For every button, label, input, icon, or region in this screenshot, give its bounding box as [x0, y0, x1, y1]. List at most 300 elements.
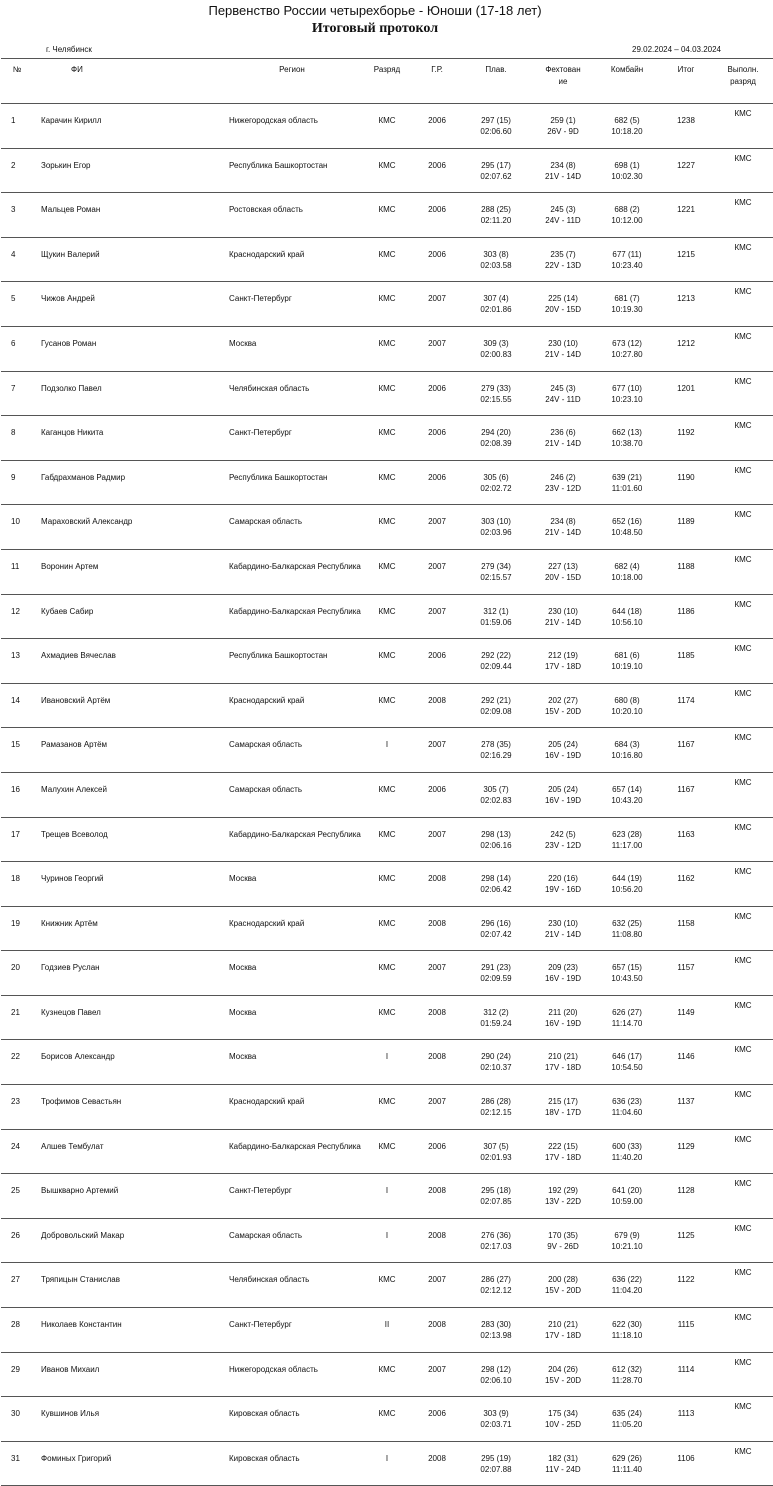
cell-total: 1137 [659, 1085, 713, 1130]
cell-fencing-result: 15V - 20D [544, 1375, 582, 1385]
table-row [1, 282, 773, 327]
cell-fencing [531, 772, 595, 817]
cell-region [223, 1174, 361, 1219]
cell-fencing [531, 1218, 595, 1263]
cell-fencing-result: 21V - 14D [544, 171, 582, 181]
cell-swim-time: 02:17.03 [480, 1241, 512, 1251]
cell-fencing [531, 1397, 595, 1442]
cell-fencing-points: 259 (1) [550, 116, 576, 125]
cell-fencing [531, 1308, 595, 1353]
cell-combined-time: 10:43.50 [611, 974, 643, 984]
cell-total: 1115 [659, 1308, 713, 1353]
cell-fencing [531, 505, 595, 550]
col-header-fencing-line2: ие [558, 77, 568, 86]
cell-name: Мараховский Александр [33, 505, 223, 550]
cell-combined-time: 11:04.20 [611, 1286, 643, 1296]
cell-region [223, 326, 361, 371]
cell-fencing [531, 906, 595, 951]
table-row [1, 460, 773, 505]
cell-achieved-rank: КМС [713, 416, 773, 461]
cell-year: 2006 [413, 639, 461, 684]
cell-combined-time: 10:23.10 [611, 394, 643, 404]
cell-swim-points: 295 (18) [481, 1186, 511, 1196]
cell-region [223, 817, 361, 862]
cell-combined [595, 951, 659, 996]
cell-rank: I [361, 1441, 413, 1486]
cell-year: 2007 [413, 326, 461, 371]
cell-swim-points: 286 (28) [481, 1097, 511, 1107]
cell-region-text: Кабардино-Балкарская Республика [229, 829, 361, 839]
cell-achieved-rank: КМС [713, 951, 773, 996]
cell-name: Воронин Артем [33, 549, 223, 594]
cell-total: 1174 [659, 683, 713, 728]
cell-total: 1125 [659, 1218, 713, 1263]
cell-swim [461, 1352, 531, 1397]
cell-combined-time: 10:02.30 [611, 171, 643, 181]
cell-swim [461, 1174, 531, 1219]
cell-fencing-result: 22V - 13D [544, 260, 582, 270]
cell-combined-time: 10:23.40 [611, 260, 643, 270]
cell-achieved-rank: КМС [713, 1174, 773, 1219]
cell-fencing-points: 242 (5) [550, 829, 576, 839]
cell-rank: КМС [361, 282, 413, 327]
cell-num: 6 [1, 326, 33, 371]
table-row [1, 1308, 773, 1353]
cell-fencing-result: 19V - 16D [544, 885, 582, 895]
cell-swim [461, 1263, 531, 1308]
cell-num: 26 [1, 1218, 33, 1263]
cell-fencing-result: 16V - 19D [544, 795, 582, 805]
cell-combined-points: 677 (11) [612, 249, 642, 259]
cell-rank: КМС [361, 505, 413, 550]
cell-fencing [531, 995, 595, 1040]
cell-combined-points: 688 (2) [614, 205, 640, 215]
cell-fencing [531, 1040, 595, 1085]
cell-year: 2006 [413, 104, 461, 149]
col-header-total: Итог [659, 59, 713, 104]
cell-region-text: Москва [229, 1052, 257, 1062]
cell-combined [595, 1129, 659, 1174]
cell-swim-points: 305 (7) [483, 784, 509, 794]
cell-combined [595, 639, 659, 684]
cell-num: 19 [1, 906, 33, 951]
cell-achieved-rank: КМС [713, 639, 773, 684]
cell-fencing [531, 639, 595, 684]
cell-num: 22 [1, 1040, 33, 1085]
cell-fencing [531, 683, 595, 728]
cell-name: Трофимов Севастьян [33, 1085, 223, 1130]
cell-fencing-points: 210 (21) [548, 1320, 578, 1330]
cell-achieved-rank: КМС [713, 371, 773, 416]
cell-combined [595, 326, 659, 371]
cell-swim [461, 1129, 531, 1174]
cell-swim-time: 02:02.83 [480, 795, 512, 805]
cell-fencing [531, 862, 595, 907]
cell-region [223, 1308, 361, 1353]
cell-year: 2006 [413, 460, 461, 505]
cell-year: 2006 [413, 148, 461, 193]
cell-combined-time: 10:43.20 [611, 795, 643, 805]
cell-region [223, 193, 361, 238]
cell-name: Чуринов Георгий [33, 862, 223, 907]
cell-combined [595, 416, 659, 461]
cell-combined-time: 10:18.00 [611, 572, 643, 582]
cell-swim-time: 02:12.12 [480, 1286, 512, 1296]
cell-num: 21 [1, 995, 33, 1040]
cell-swim-time: 02:16.29 [480, 751, 512, 761]
cell-combined-time: 10:12.00 [611, 216, 643, 226]
cell-total: 1162 [659, 862, 713, 907]
cell-swim-time: 02:02.72 [480, 483, 512, 493]
cell-swim-points: 279 (34) [481, 561, 511, 571]
cell-swim-time: 01:59.06 [480, 617, 512, 627]
cell-fencing-points: 202 (27) [548, 695, 578, 705]
cell-year: 2007 [413, 1263, 461, 1308]
cell-swim [461, 862, 531, 907]
cell-swim [461, 1397, 531, 1442]
cell-swim-points: 309 (3) [483, 338, 509, 348]
cell-region [223, 995, 361, 1040]
cell-swim-time: 02:08.39 [480, 439, 512, 449]
cell-swim-time: 02:15.57 [480, 572, 512, 582]
cell-fencing [531, 728, 595, 773]
cell-num: 5 [1, 282, 33, 327]
cell-achieved-rank: КМС [713, 728, 773, 773]
table-row [1, 772, 773, 817]
cell-swim-time: 02:09.08 [480, 706, 512, 716]
cell-fencing-result: 21V - 14D [544, 929, 582, 939]
cell-region-text: Краснодарский край [229, 918, 305, 928]
cell-swim-time: 02:13.98 [480, 1331, 512, 1341]
cell-fencing [531, 951, 595, 996]
cell-combined-points: 677 (10) [612, 383, 642, 393]
cell-region-text: Кировская область [229, 1409, 300, 1419]
cell-swim-points: 286 (27) [481, 1275, 511, 1285]
cell-num: 23 [1, 1085, 33, 1130]
cell-fencing-points: 245 (3) [550, 205, 576, 215]
cell-achieved-rank: КМС [713, 549, 773, 594]
cell-combined-time: 10:56.20 [611, 885, 643, 895]
col-header-year: Г.Р. [413, 59, 461, 104]
cell-total: 1190 [659, 460, 713, 505]
cell-combined [595, 594, 659, 639]
cell-swim [461, 371, 531, 416]
cell-region-text: Ростовская область [229, 205, 303, 215]
cell-combined-time: 10:16.80 [611, 751, 643, 761]
cell-fencing-result: 17V - 18D [544, 1331, 582, 1341]
cell-region-text: Санкт-Петербург [229, 1186, 292, 1196]
cell-region [223, 594, 361, 639]
cell-combined [595, 549, 659, 594]
cell-year: 2007 [413, 282, 461, 327]
table-row [1, 1397, 773, 1442]
cell-swim-time: 02:12.15 [480, 1108, 512, 1118]
cell-name: Иванов Михаил [33, 1352, 223, 1397]
cell-fencing-points: 175 (34) [548, 1409, 578, 1419]
cell-swim-points: 296 (16) [481, 918, 511, 928]
cell-region [223, 1441, 361, 1486]
cell-achieved-rank: КМС [713, 104, 773, 149]
cell-combined-points: 644 (19) [612, 874, 642, 884]
cell-year: 2007 [413, 951, 461, 996]
cell-region-text: Республика Башкортостан [229, 160, 328, 170]
cell-combined [595, 1263, 659, 1308]
cell-year: 2007 [413, 505, 461, 550]
cell-swim-points: 298 (13) [481, 829, 511, 839]
cell-combined-time: 11:08.80 [611, 929, 643, 939]
cell-total: 1146 [659, 1040, 713, 1085]
cell-swim-points: 298 (14) [481, 874, 511, 884]
cell-combined [595, 728, 659, 773]
cell-fencing-points: 245 (3) [550, 383, 576, 393]
cell-combined-time: 10:21.10 [611, 1241, 643, 1251]
cell-total: 1129 [659, 1129, 713, 1174]
cell-name: Николаев Константин [33, 1308, 223, 1353]
cell-region [223, 1397, 361, 1442]
cell-total: 1189 [659, 505, 713, 550]
cell-year: 2007 [413, 728, 461, 773]
cell-year: 2007 [413, 817, 461, 862]
cell-swim-points: 276 (36) [481, 1230, 511, 1240]
cell-fencing [531, 1085, 595, 1130]
col-header-fencing-line1: Фехтован [545, 65, 581, 74]
cell-total: 1128 [659, 1174, 713, 1219]
cell-swim-points: 298 (12) [481, 1364, 511, 1374]
cell-swim-time: 02:06.16 [480, 840, 512, 850]
cell-name: Трещев Всеволод [33, 817, 223, 862]
cell-swim-points: 290 (24) [481, 1052, 511, 1062]
cell-combined [595, 505, 659, 550]
cell-fencing-result: 16V - 19D [544, 974, 582, 984]
cell-total: 1215 [659, 237, 713, 282]
cell-name: Алшев Тембулат [33, 1129, 223, 1174]
cell-swim-time: 02:09.44 [480, 662, 512, 672]
table-row [1, 951, 773, 996]
cell-fencing-points: 235 (7) [550, 249, 576, 259]
cell-swim [461, 951, 531, 996]
cell-achieved-rank: КМС [713, 1263, 773, 1308]
table-row [1, 326, 773, 371]
cell-fencing-points: 246 (2) [550, 472, 576, 482]
cell-region [223, 104, 361, 149]
cell-combined-points: 684 (3) [614, 740, 640, 750]
cell-swim-points: 279 (33) [481, 383, 511, 393]
cell-combined-points: 681 (6) [614, 651, 640, 661]
cell-rank: КМС [361, 639, 413, 684]
cell-combined-time: 11:14.70 [611, 1018, 643, 1028]
col-header-num: № [1, 59, 33, 104]
cell-swim-points: 283 (30) [481, 1320, 511, 1330]
cell-total: 1221 [659, 193, 713, 238]
table-row [1, 1174, 773, 1219]
cell-swim-time: 02:09.59 [480, 974, 512, 984]
cell-fencing [531, 817, 595, 862]
cell-combined [595, 683, 659, 728]
cell-combined [595, 371, 659, 416]
cell-name: Ахмадиев Вячеслав [33, 639, 223, 684]
cell-num: 8 [1, 416, 33, 461]
cell-rank: КМС [361, 549, 413, 594]
cell-swim-time: 02:10.37 [480, 1063, 512, 1073]
table-row [1, 505, 773, 550]
cell-year: 2006 [413, 193, 461, 238]
cell-swim [461, 237, 531, 282]
cell-name: Карачин Кирилл [33, 104, 223, 149]
cell-swim [461, 148, 531, 193]
table-row [1, 594, 773, 639]
cell-combined [595, 1308, 659, 1353]
cell-rank: КМС [361, 326, 413, 371]
cell-swim [461, 104, 531, 149]
cell-swim-points: 288 (25) [481, 205, 511, 215]
table-row [1, 1352, 773, 1397]
cell-rank: КМС [361, 772, 413, 817]
cell-achieved-rank: КМС [713, 1397, 773, 1442]
table-header-row [1, 59, 773, 104]
cell-fencing-points: 170 (35) [548, 1230, 578, 1240]
cell-fencing [531, 1263, 595, 1308]
table-row [1, 1263, 773, 1308]
cell-combined-points: 632 (25) [612, 918, 642, 928]
cell-region-text: Москва [229, 874, 257, 884]
cell-swim-points: 305 (6) [483, 472, 509, 482]
cell-region [223, 639, 361, 684]
cell-combined-points: 622 (30) [612, 1320, 642, 1330]
cell-swim [461, 1441, 531, 1486]
cell-combined-time: 10:38.70 [611, 439, 643, 449]
cell-fencing-result: 11V - 24D [545, 1464, 581, 1474]
cell-region-text: Москва [229, 1007, 257, 1017]
cell-year: 2007 [413, 1352, 461, 1397]
cell-total: 1163 [659, 817, 713, 862]
cell-swim-points: 303 (9) [483, 1409, 509, 1419]
cell-fencing-result: 16V - 19D [544, 1018, 582, 1028]
cell-region-text: Санкт-Петербург [229, 428, 292, 438]
cell-num: 14 [1, 683, 33, 728]
cell-num: 10 [1, 505, 33, 550]
cell-rank: I [361, 1174, 413, 1219]
cell-fencing-points: 211 (20) [548, 1007, 578, 1017]
col-header-achieved-rank [713, 59, 773, 104]
cell-combined-points: 646 (17) [612, 1052, 642, 1062]
cell-achieved-rank: КМС [713, 1352, 773, 1397]
cell-combined [595, 817, 659, 862]
table-row [1, 862, 773, 907]
cell-combined [595, 1218, 659, 1263]
cell-combined-points: 636 (23) [612, 1097, 642, 1107]
cell-achieved-rank: КМС [713, 772, 773, 817]
cell-region [223, 1352, 361, 1397]
cell-year: 2006 [413, 237, 461, 282]
cell-year: 2006 [413, 1397, 461, 1442]
cell-region [223, 951, 361, 996]
cell-combined [595, 1397, 659, 1442]
cell-region-text: Краснодарский край [229, 1097, 305, 1107]
cell-swim [461, 995, 531, 1040]
cell-region [223, 772, 361, 817]
cell-achieved-rank: КМС [713, 326, 773, 371]
cell-year: 2006 [413, 1129, 461, 1174]
cell-region-text: Санкт-Петербург [229, 294, 292, 304]
cell-fencing-result: 21V - 14D [544, 528, 582, 538]
cell-combined-points: 657 (14) [612, 784, 642, 794]
cell-achieved-rank: КМС [713, 460, 773, 505]
protocol-subtitle: Итоговый протокол [311, 21, 439, 36]
cell-name: Вышкварно Артемий [33, 1174, 223, 1219]
cell-total: 1188 [659, 549, 713, 594]
cell-swim-time: 02:07.42 [480, 929, 512, 939]
cell-region [223, 371, 361, 416]
cell-swim [461, 1218, 531, 1263]
cell-fencing-points: 230 (10) [548, 606, 578, 616]
cell-fencing-points: 192 (29) [548, 1186, 578, 1196]
cell-fencing-points: 234 (8) [550, 160, 576, 170]
cell-rank: КМС [361, 817, 413, 862]
cell-combined-points: 680 (8) [614, 695, 640, 705]
cell-year: 2008 [413, 862, 461, 907]
cell-swim-time: 02:11.20 [480, 216, 512, 226]
cell-achieved-rank: КМС [713, 148, 773, 193]
table-row [1, 104, 773, 149]
cell-swim [461, 282, 531, 327]
cell-total: 1201 [659, 371, 713, 416]
cell-region-text: Республика Башкортостан [229, 472, 328, 482]
cell-combined-time: 10:18.20 [611, 127, 643, 136]
cell-combined-points: 698 (1) [614, 160, 640, 170]
cell-year: 2008 [413, 1040, 461, 1085]
cell-name: Тряпицын Станислав [33, 1263, 223, 1308]
cell-combined-points: 639 (21) [612, 472, 642, 482]
table-row [1, 1441, 773, 1486]
cell-combined-time: 11:11.40 [612, 1464, 642, 1474]
cell-fencing-result: 17V - 18D [544, 662, 582, 672]
cell-achieved-rank: КМС [713, 906, 773, 951]
cell-combined [595, 460, 659, 505]
cell-region-text: Челябинская область [229, 1275, 310, 1285]
cell-combined-time: 10:19.30 [611, 305, 643, 315]
cell-num: 31 [1, 1441, 33, 1486]
cell-swim [461, 1085, 531, 1130]
cell-fencing-points: 230 (10) [548, 338, 578, 348]
cell-num: 2 [1, 148, 33, 193]
cell-total: 1186 [659, 594, 713, 639]
cell-region-text: Самарская область [229, 1230, 303, 1240]
cell-region-text: Самарская область [229, 517, 303, 527]
cell-name: Каганцов Никита [33, 416, 223, 461]
col-header-name: ФИ [33, 59, 223, 104]
cell-combined [595, 1352, 659, 1397]
cell-total: 1106 [659, 1441, 713, 1486]
cell-name: Гусанов Роман [33, 326, 223, 371]
cell-num: 13 [1, 639, 33, 684]
cell-region-text: Кабардино-Балкарская Республика [229, 1141, 361, 1151]
cell-region-text: Кабардино-Балкарская Республика [229, 561, 361, 571]
col-header-region: Регион [223, 59, 361, 104]
table-row [1, 639, 773, 684]
cell-total: 1157 [659, 951, 713, 996]
cell-fencing [531, 460, 595, 505]
cell-rank: КМС [361, 1085, 413, 1130]
cell-combined-time: 10:56.10 [611, 617, 643, 627]
cell-num: 7 [1, 371, 33, 416]
cell-region [223, 282, 361, 327]
cell-num: 17 [1, 817, 33, 862]
cell-fencing-points: 236 (6) [550, 428, 576, 438]
cell-fencing-points: 215 (17) [548, 1097, 578, 1107]
table-body [1, 104, 773, 1486]
cell-year: 2007 [413, 1085, 461, 1130]
table-row [1, 371, 773, 416]
